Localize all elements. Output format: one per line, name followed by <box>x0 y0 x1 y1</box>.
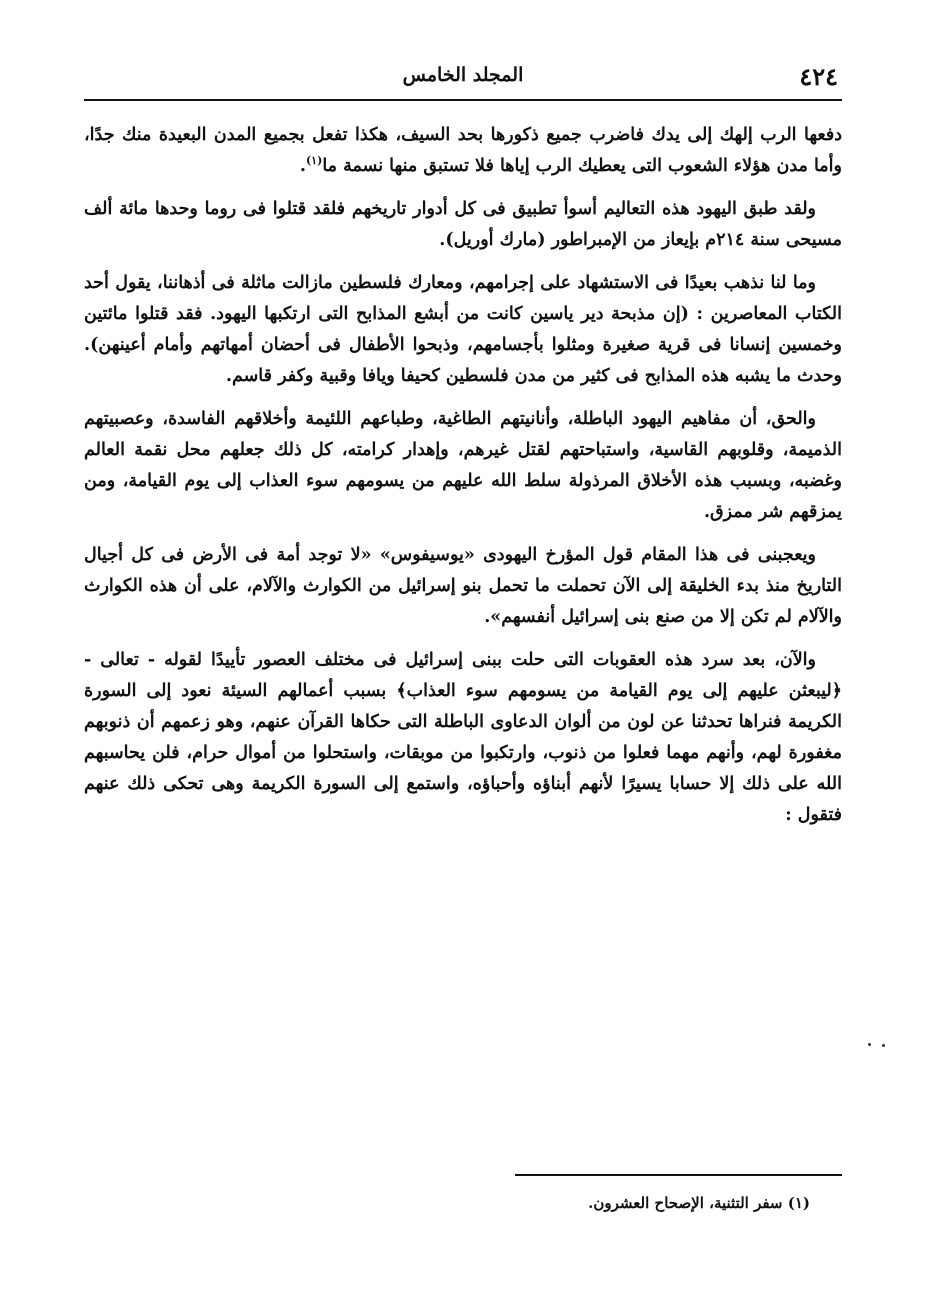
paragraph-2: ولقد طبق اليهود هذه التعاليم أسوأ تطبيق فى كل أدوار تاريخهم فلقد قتلوا فى روما وحدها مائة ألف مسيحى سنة ٢١٤م بإيعاز من الإمبراطور (مارك أوريل). <box>84 199 842 250</box>
page-header <box>84 58 842 98</box>
footnote-reference: (١) <box>305 154 323 168</box>
main-text <box>84 120 842 843</box>
paragraph-1-closing: . <box>299 156 306 176</box>
paragraph-6: والآن، بعد سرد هذه العقوبات التى حلت ببنى إسرائيل فى مختلف العصور تأييدًا لقوله - تعالى - ﴿ليبعثن عليهم إلى يوم القيامة من يسومهم سوء العذاب﴾ بسبب أعمالهم السيئة نعود إلى السورة الكريمة فنراها تحدثنا عن لون من ألوان الدعاوى الباطلة التى حكاها القرآن عنهم، وهو زعمهم أن ذنوبهم مغفورة لهم، وأنهم مهما فعلوا من ذنوب، وارتكبوا من موبقات، واستحلوا من أموال حرام، فلن يحاسبهم الله على ذلك إلا حسابا يسيرًا لأنهم أبناؤه وأحباؤه، واستمع إلى السورة الكريمة وهى تحكى ذلك عنهم فتقول : <box>84 650 842 825</box>
scan-speck <box>882 1044 885 1047</box>
paragraph-5: ويعجبنى فى هذا المقام قول المؤرخ اليهودى «يوسيفوس» «لا توجد أمة فى الأرض فى كل أجيال التاريخ منذ بدء الخليقة إلى الآن تحملت ما تحمل بنو إسرائيل من الكوارث والآلام، على أن هذه الكوارث والآلام لم تكن إلا من صنع بنى إسرائيل أنفسهم». <box>84 545 842 627</box>
scan-specks <box>868 1042 890 1048</box>
footnote: (١) سفر التثنية، الإصحاح العشرون. <box>588 1194 810 1212</box>
header-rule <box>84 99 842 101</box>
paragraph-3: وما لنا نذهب بعيدًا فى الاستشهاد على إجرامهم، ومعارك فلسطين مازالت ماثلة فى أذهاننا، يقول أحد الكتاب المعاصرين : (إن مذبحة دير ياسين كانت من أبشع المذابح التى ارتكبها اليهود. فقد قتلوا مائتين وخمسين إنسانا فى قرية صغيرة ومثلوا بأجسامهم، وذبحوا الأطفال فى أحضان أمهاتهم وأمام أعينهن). وحدث ما يشبه هذه المذابح فى كثير من مدن فلسطين كحيفا ويافا وقبية وكفر قاسم. <box>84 273 842 386</box>
paragraph-4: والحق، أن مفاهيم اليهود الباطلة، وأنانيتهم الطاغية، وطباعهم اللئيمة وأخلاقهم الفاسدة، وعصبيتهم الذميمة، وقلوبهم القاسية، واستباحتهم لقتل غيرهم، وإهدار كرامته، كل ذلك جعلهم محل نقمة العالم وغضبه، وبسبب هذه الأخلاق المرذولة سلط الله عليهم من يسومهم سوء العذاب إلى يوم القيامة، ومن يمزقهم شر ممزق. <box>84 409 842 522</box>
paragraph-1 <box>84 120 842 182</box>
running-title: المجلد الخامس <box>402 64 524 86</box>
paragraph-1-text: دفعها الرب إلهك إلى يدك فاضرب جميع ذكورها بحد السيف، هكذا تفعل بجميع المدن البعيدة منك جدًا، وأما مدن هؤلاء الشعوب التى يعطيك الرب إياها فلا تستبق منها نسمة ما <box>84 125 842 176</box>
footnote-rule <box>515 1174 842 1176</box>
page-number: ٤٢٤ <box>799 62 838 91</box>
scan-speck <box>868 1043 871 1046</box>
